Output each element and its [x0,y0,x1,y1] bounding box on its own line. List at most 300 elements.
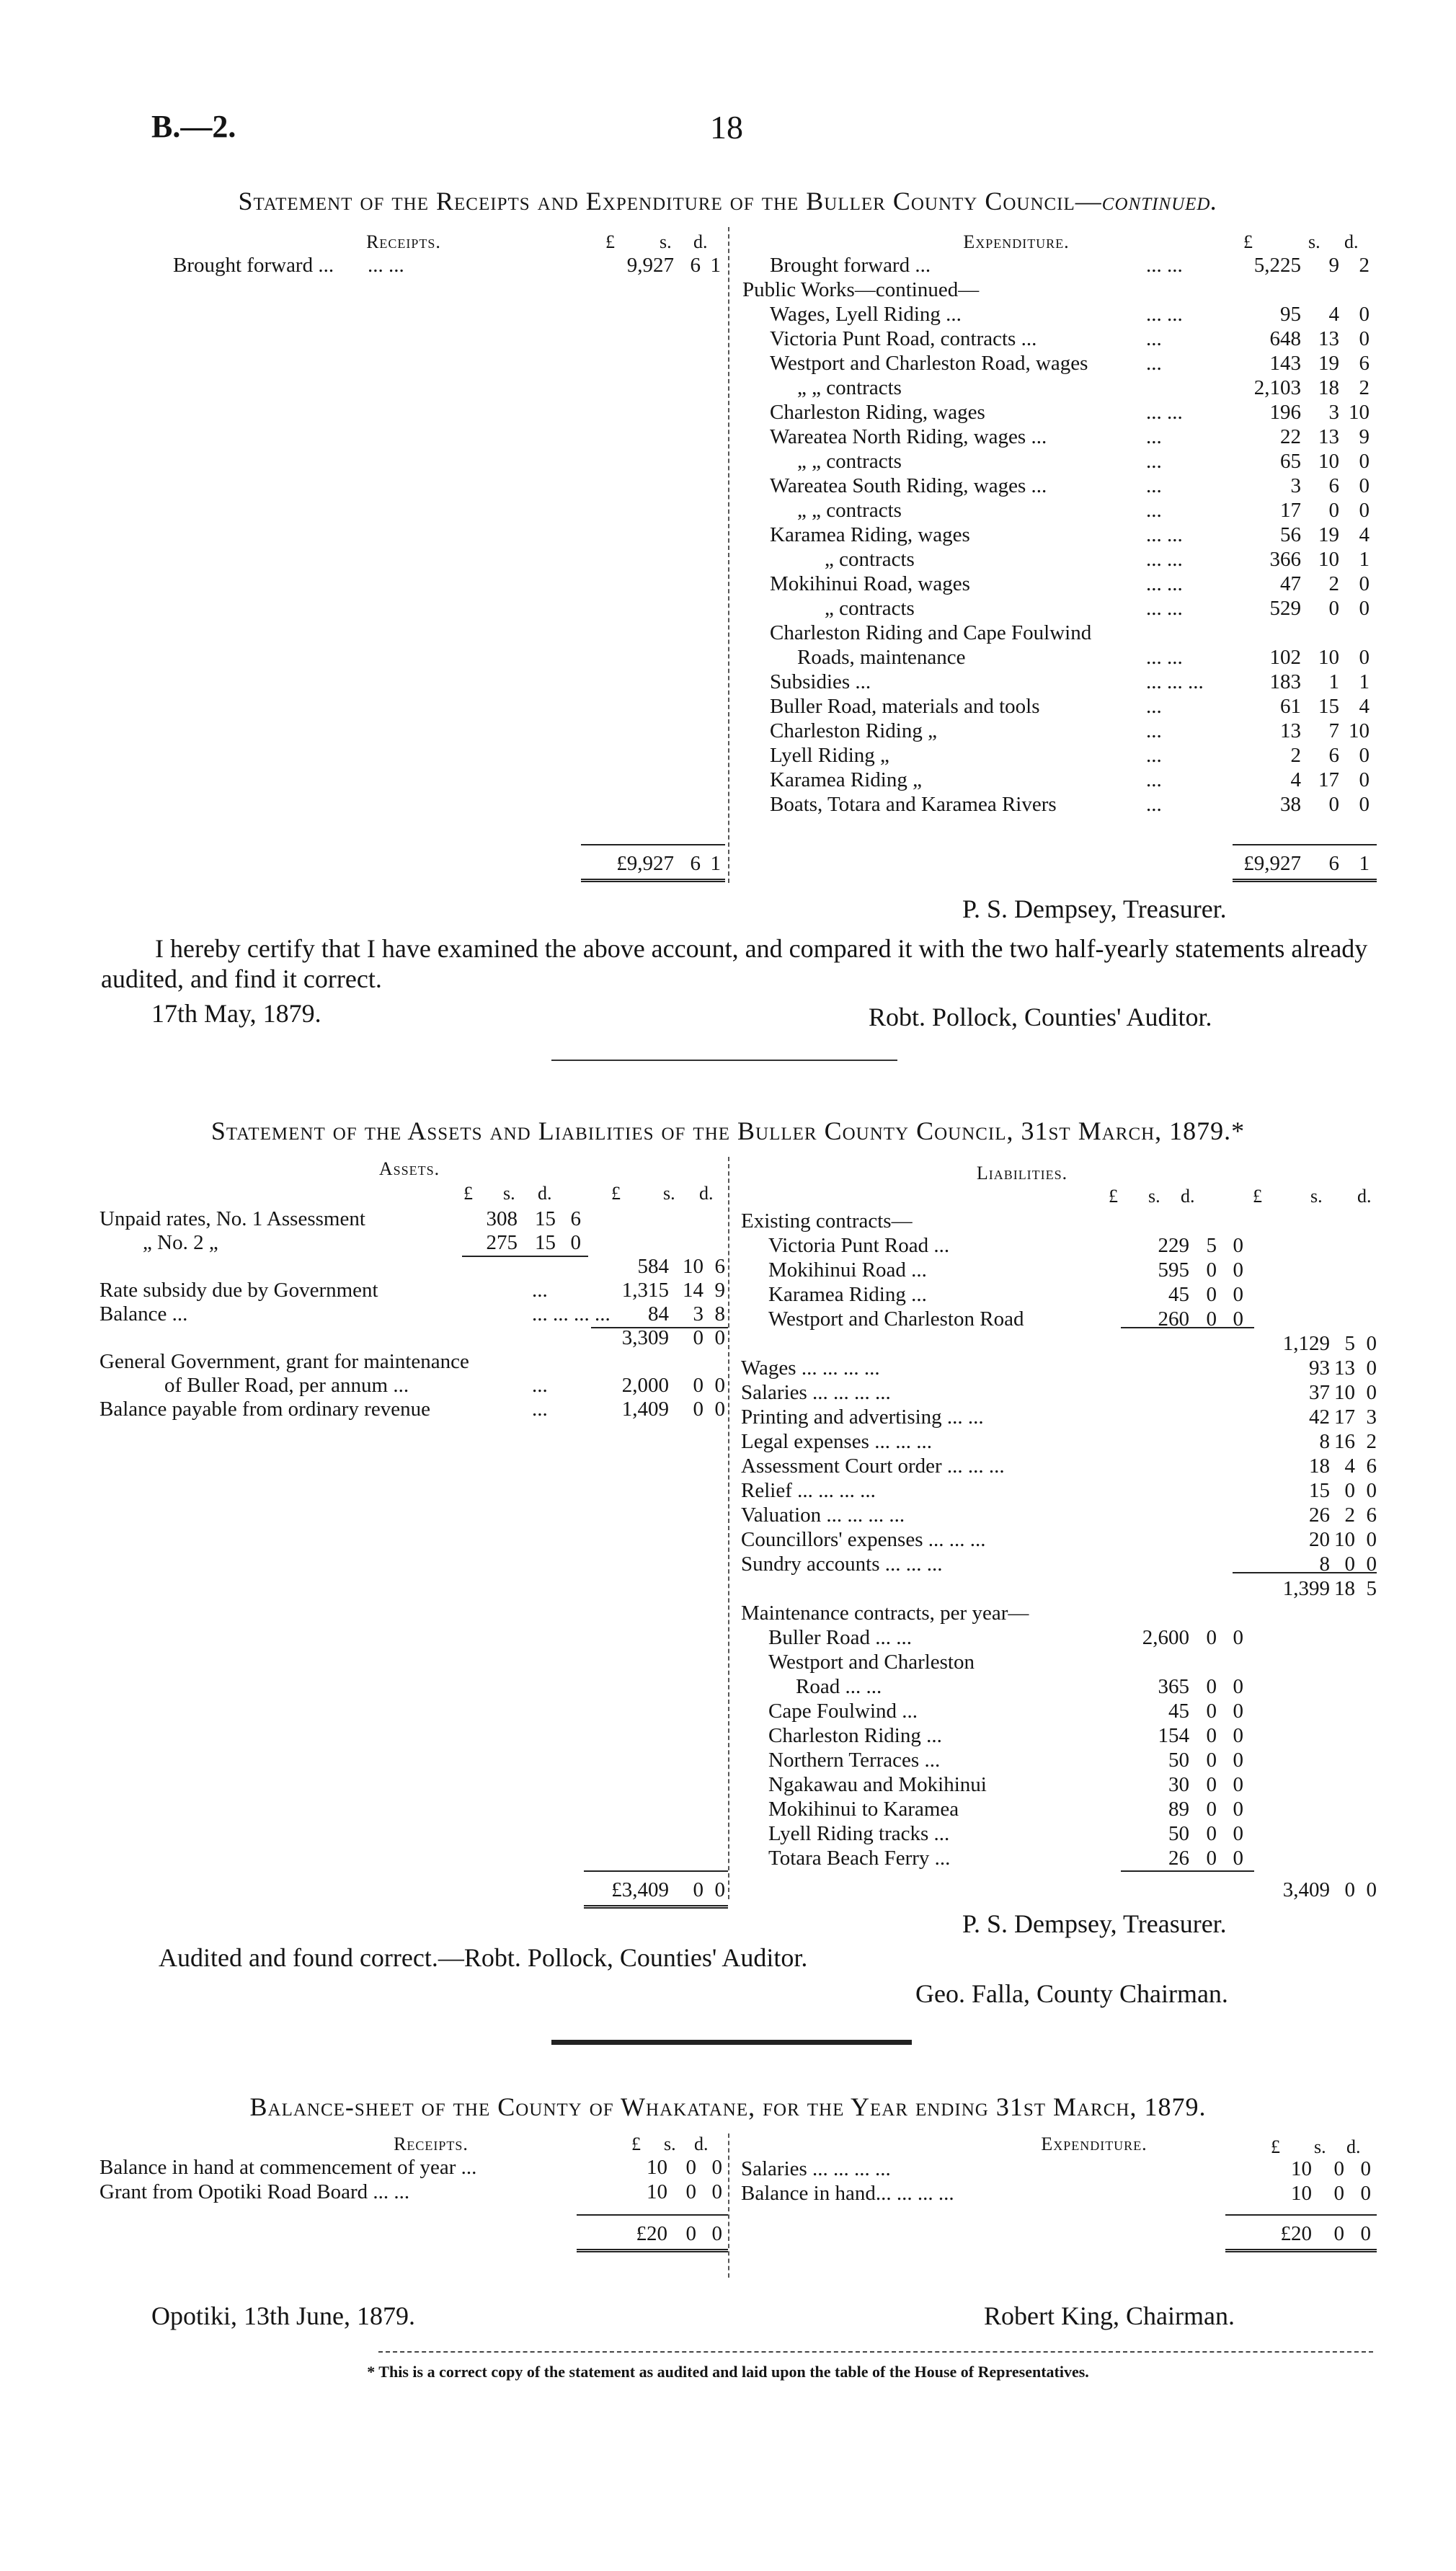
leader-dots: ... [1146,793,1162,816]
pounds-value: 17 [1280,499,1301,522]
shilling-header: s. [1310,1186,1323,1207]
shillings-value: 1 [1328,670,1339,693]
pounds-value: 61 [1280,695,1301,718]
receipts-heading: Receipts. [366,231,441,252]
row-label: Salaries ... ... ... ... [741,2157,891,2180]
row-label: Karamea Riding, wages [770,523,970,546]
row-label: Charleston Riding ... [768,1724,942,1747]
shillings-value: 13 [1334,1356,1355,1380]
pence-value: 6 [1366,1504,1377,1527]
total-pounds: £20 [636,2222,667,2245]
pounds-value: 4 [1290,768,1301,791]
pence-value: 0 [1366,1332,1377,1355]
row-label: „ No. 2 „ [143,1231,218,1254]
shillings-value: 0 [685,2156,696,2179]
row-label: Buller Road ... ... [768,1626,912,1649]
shillings-value: 17 [1318,768,1339,791]
total-pounds: 3,409 [1282,1878,1330,1901]
inner-pounds: 2,600 [1142,1626,1189,1649]
pounds-value: 5,225 [1253,254,1301,277]
row-label: Cape Foulwind ... [768,1700,918,1723]
ledger-row [742,302,1377,327]
page-number: 18 [710,109,743,146]
pounds-value: 42 [1309,1406,1330,1429]
total-rule [581,844,725,845]
row-label: Victoria Punt Road, contracts ... [770,327,1037,350]
pence-value: 0 [1366,1381,1377,1404]
assets-column [99,1207,725,1921]
pence-value: 0 [1366,1553,1377,1576]
pound-header: £ [611,1183,621,1204]
inner-pence: 0 [1233,1626,1243,1649]
ledger-row [741,1258,1377,1282]
shillings-value: 13 [1318,425,1339,448]
total-pounds: £20 [1280,2222,1312,2245]
pounds-value: 1,129 [1282,1332,1330,1355]
pounds-value: 102 [1269,646,1301,669]
inner-pounds: 365 [1158,1675,1189,1698]
pounds-value: 2,103 [1253,376,1301,399]
pound-header: £ [1271,2136,1280,2157]
pence-header: d. [1344,231,1359,252]
pounds-value: 3 [1290,474,1301,497]
row-label: Printing and advertising ... ... [741,1406,984,1429]
expenditure-column [741,2157,1377,2286]
ledger-row [741,1650,1377,1674]
inner-shillings: 0 [1206,1258,1217,1282]
row-label: Wages ... ... ... ... [741,1356,880,1380]
ledger-row [742,253,1377,277]
subtotal-rule [591,1327,728,1328]
shillings-value: 10 [1318,646,1339,669]
county-chairman-signature: Geo. Falla, County Chairman. [915,1979,1228,2008]
row-label: Lyell Riding tracks ... [768,1822,950,1845]
pounds-value: 15 [1309,1479,1330,1502]
inner-shillings: 0 [1206,1700,1217,1723]
pence-value: 0 [1359,303,1370,326]
row-label: Balance in hand... ... ... ... [741,2182,954,2205]
row-label: Mokihinui to Karamea [768,1798,959,1821]
inner-pounds: 260 [1158,1307,1189,1331]
leader-dots: ... [1146,719,1162,742]
inner-pounds: 89 [1168,1798,1189,1821]
pounds-value: 56 [1280,523,1301,546]
pence-header: d. [693,231,708,252]
shilling-header: s. [663,1183,675,1204]
inner-pounds: 45 [1168,1283,1189,1306]
shillings-value: 13 [1318,327,1339,350]
row-label: Wareatea North Riding, wages ... [770,425,1047,448]
ledger-row [741,1356,1377,1380]
ledger-row [741,1601,1377,1625]
shillings-value: 18 [1318,376,1339,399]
row-label: Mokihinui Road ... [768,1258,927,1282]
ledger-row [99,1255,725,1279]
expenditure-heading: Expenditure. [1041,2133,1148,2154]
shillings-value: 0 [1333,2157,1344,2180]
subtotal-rule [1121,1870,1254,1872]
pence-value: 0 [1359,327,1370,350]
ledger-row [742,449,1377,474]
whakatane-balance-sheet-title: Balance-sheet of the County of Whakatane, for the Year ending 31st March, 1879. [249,2092,1207,2121]
ledger-row [741,1625,1377,1650]
assets-heading: Assets. [378,1158,440,1179]
pence-value: 0 [711,2156,722,2179]
pence-value: 0 [711,2180,722,2203]
row-label: Relief ... ... ... ... [741,1479,876,1502]
inner-pence: 0 [1233,1283,1243,1306]
row-label: „ „ contracts [797,499,902,522]
ledger-row [742,523,1377,547]
row-label: Brought forward ... [770,254,931,277]
inner-pounds: 595 [1158,1258,1189,1282]
expenditure-column [742,253,1377,902]
pence-value: 0 [1366,1479,1377,1502]
leader-dots: ... [532,1279,548,1302]
place-date: Opotiki, 13th June, 1879. [151,2301,415,2330]
ledger-row [742,694,1377,719]
inner-shillings: 0 [1206,1307,1217,1331]
ledger-row [742,425,1377,449]
row-label: Lyell Riding „ [770,744,889,767]
receipts-heading: Receipts. [394,2133,469,2154]
pounds-value: 26 [1309,1504,1330,1527]
row-label: Balance ... [99,1302,188,1326]
leader-dots: ... [1146,499,1162,522]
ledger-row [741,1209,1377,1233]
pence-value: 0 [1366,1356,1377,1380]
pounds-value: 93 [1309,1356,1330,1380]
total-pounds: £9,927 [616,852,674,875]
row-label: „ contracts [825,548,915,571]
row-label: General Government, grant for maintenance [99,1350,469,1373]
shillings-value: 0 [1328,597,1339,620]
leader-dots: ... ... [1146,254,1183,277]
pounds-value: 143 [1269,352,1301,375]
row-label: Ngakawau and Mokihinui [768,1773,987,1796]
shillings-value: 6 [690,254,701,277]
total-double-rule [581,879,725,882]
row-label: Valuation ... ... ... ... [741,1504,905,1527]
pence-value: 4 [1359,523,1370,546]
ledger-row [99,1398,725,1421]
row-label: Rate subsidy due by Government [99,1279,378,1302]
inner-pounds: 26 [1168,1847,1189,1870]
inner-pounds: 45 [1168,1700,1189,1723]
leader-dots: ... [1146,474,1162,497]
pence-value: 2 [1359,254,1370,277]
row-label: Buller Road, materials and tools [770,695,1040,718]
row-label: Roads, maintenance [797,646,966,669]
whakatane-ledger [99,2133,1377,2278]
page-header [0,108,1456,151]
leader-dots: ... ... [368,254,404,277]
row-label: Assessment Court order ... ... ... [741,1455,1005,1478]
pounds-value: 9,927 [626,254,674,277]
row-label: Totara Beach Ferry ... [768,1847,951,1870]
ledger-row [741,2157,1377,2181]
pounds-value: 18 [1309,1455,1330,1478]
inner-pence: 0 [1233,1847,1243,1870]
pound-header: £ [605,231,615,252]
shillings-value: 10 [1318,450,1339,473]
shillings-value: 0 [693,1326,703,1349]
total-pence: 0 [1360,2222,1371,2245]
ledger-row [742,645,1377,670]
pounds-value: 47 [1280,572,1301,595]
total-rule [1225,2214,1377,2216]
ledger-row [741,1233,1377,1258]
ledger-row [741,1282,1377,1307]
total-row [741,2221,1377,2246]
inner-pounds: 50 [1168,1749,1189,1772]
pence-header: d. [538,1183,552,1204]
row-label: Grant from Opotiki Road Board ... ... [99,2180,410,2203]
section-divider-thick [551,2040,912,2045]
leader-dots: ... ... [1146,401,1183,424]
ledger-row [99,1279,725,1302]
leader-dots: ... [532,1398,548,1421]
leader-dots: ... [1146,425,1162,448]
ledger-row [99,1231,725,1255]
total-row [741,1878,1377,1902]
inner-shillings: 0 [1206,1675,1217,1698]
shillings-value: 0 [693,1398,703,1421]
pounds-value: 196 [1269,401,1301,424]
row-label: Maintenance contracts, per year— [741,1602,1029,1625]
pounds-value: 10 [1291,2182,1312,2205]
inner-pence: 0 [1233,1234,1243,1257]
shillings-value: 19 [1318,523,1339,546]
ledger-row [741,1527,1377,1552]
ledger-row [99,1374,725,1398]
ledger-row [742,768,1377,792]
inner-pence: 6 [570,1207,581,1230]
shilling-header: s. [660,231,672,252]
shillings-value: 0 [1328,793,1339,816]
row-label: Sundry accounts ... ... ... [741,1553,943,1576]
shillings-value: 18 [1334,1577,1355,1600]
inner-pounds: 275 [486,1231,518,1254]
total-pounds: £9,927 [1243,852,1301,875]
inner-pounds: 154 [1158,1724,1189,1747]
shillings-value: 19 [1318,352,1339,375]
leader-dots: ... ... ... ... [532,1302,611,1326]
certificate-date: 17th May, 1879. [151,999,321,1028]
pounds-value: 95 [1280,303,1301,326]
shillings-value: 3 [1328,401,1339,424]
leader-dots: ... [1146,327,1162,350]
pound-header: £ [631,2133,641,2154]
pence-value: 0 [1360,2182,1371,2205]
ledger-row [99,2155,725,2180]
inner-pence: 0 [1233,1307,1243,1331]
ledger-row [742,621,1377,645]
total-double-rule [584,1905,728,1909]
shillings-value: 0 [1344,1479,1355,1502]
pounds-value: 37 [1309,1381,1330,1404]
pence-value: 0 [1359,474,1370,497]
inner-pence: 0 [1233,1798,1243,1821]
inner-pence: 0 [1233,1773,1243,1796]
total-pounds: £3,409 [611,1878,669,1901]
pence-header: d. [699,1183,714,1204]
pounds-value: 1,315 [621,1279,669,1302]
ledger-row [742,351,1377,376]
pence-value: 2 [1366,1430,1377,1453]
inner-pence: 0 [1233,1749,1243,1772]
ledger-row [742,376,1377,400]
shillings-value: 0 [693,1374,703,1397]
ledger-row [742,719,1377,743]
pence-value: 1 [1359,670,1370,693]
row-label: Karamea Riding ... [768,1283,927,1306]
ledger-row [742,327,1377,351]
treasurer-signature-2: P. S. Dempsey, Treasurer. [962,1909,1227,1938]
row-label: „ contracts [825,597,915,620]
inner-shillings: 0 [1206,1283,1217,1306]
auditor-signature: Robt. Pollock, Counties' Auditor. [869,1003,1212,1031]
ledger-row [742,547,1377,572]
shillings-value: 10 [683,1255,703,1278]
shillings-value: 2 [1328,572,1339,595]
total-rule [1233,844,1377,845]
shillings-value: 10 [1334,1381,1355,1404]
pence-value: 0 [1359,793,1370,816]
column-divider [728,1157,729,1899]
total-rule [577,2214,728,2216]
pounds-value: 65 [1280,450,1301,473]
footnote-rule [378,2351,1373,2353]
column-divider [728,2133,729,2278]
subtotal-rule [1233,1572,1377,1573]
total-double-rule [577,2249,728,2252]
ledger-row [742,743,1377,768]
pounds-value: 1,409 [621,1398,669,1421]
ledger-row [741,1429,1377,1454]
row-label: „ „ contracts [797,376,902,399]
pence-value: 2 [1359,376,1370,399]
ledger-row [99,1350,725,1374]
ledger-row [741,1797,1377,1821]
ledger-row [99,2180,725,2204]
pounds-value: 2,000 [621,1374,669,1397]
ledger-row [99,1207,725,1231]
row-label: Salaries ... ... ... ... [741,1381,891,1404]
leader-dots: ... [1146,695,1162,718]
shillings-value: 6 [1328,744,1339,767]
shilling-header: s. [664,2133,676,2154]
liabilities-column [741,1209,1377,1922]
row-label: Victoria Punt Road ... [768,1234,950,1257]
pounds-value: 183 [1269,670,1301,693]
shilling-header: s. [1148,1186,1160,1207]
total-pence: 0 [711,2222,722,2245]
row-label: Wareatea South Riding, wages ... [770,474,1047,497]
pence-header: d. [1357,1186,1372,1207]
pound-header: £ [1109,1186,1118,1207]
assets-liabilities-ledger [99,1157,1377,1899]
ledger-row [741,1331,1377,1356]
pounds-value: 529 [1269,597,1301,620]
pounds-value: 366 [1269,548,1301,571]
ledger-row [741,1576,1377,1601]
row-label: Westport and Charleston Road, wages [770,352,1088,375]
row-label: Existing contracts— [741,1209,913,1233]
row-label: Wages, Lyell Riding ... [770,303,962,326]
ledger-row [99,1326,725,1350]
total-shillings: 0 [685,2222,696,2245]
total-shillings: 0 [1344,1878,1355,1901]
inner-shillings: 0 [1206,1749,1217,1772]
pounds-value: 8 [1319,1553,1330,1576]
ledger-row [742,277,1377,302]
total-shillings: 6 [1328,852,1339,875]
shillings-value: 7 [1328,719,1339,742]
shillings-value: 0 [1328,499,1339,522]
pounds-value: 2 [1290,744,1301,767]
pence-value: 0 [1366,1528,1377,1551]
pence-value: 10 [1349,719,1370,742]
footnote: * This is a correct copy of the statement as audited and laid upon the table of the House of Representatives. [367,2363,1089,2381]
row-label: Legal expenses ... ... ... [741,1430,932,1453]
audit-certificate: I hereby certify that I have examined the above account, and compared it with the two half-yearly statements already audited, and find it correct. [101,934,1368,993]
leader-dots: ... [1146,450,1162,473]
page-reference: B.—2. [151,109,236,144]
inner-pence: 0 [1233,1258,1243,1282]
leader-dots: ... ... [1146,303,1183,326]
pence-value: 4 [1359,695,1370,718]
shillings-value: 6 [1328,474,1339,497]
pound-header: £ [1243,231,1253,252]
ledger-row [99,1302,725,1326]
ledger-row [742,400,1377,425]
shillings-value: 0 [1333,2182,1344,2205]
total-double-rule [1225,2249,1377,2252]
ledger-row [741,1821,1377,1846]
inner-pence: 0 [1233,1724,1243,1747]
ledger-row [742,474,1377,498]
pence-value: 0 [714,1374,725,1397]
row-label: Subsidies ... [770,670,871,693]
ledger-row [742,596,1377,621]
ledger-row [741,1723,1377,1748]
pence-value: 6 [714,1255,725,1278]
pence-header: d. [694,2133,709,2154]
row-label: of Buller Road, per annum ... [164,1374,409,1397]
leader-dots: ... [1146,768,1162,791]
section-divider [551,1060,897,1061]
total-row [99,1878,725,1902]
shillings-value: 2 [1344,1504,1355,1527]
shillings-value: 5 [1344,1332,1355,1355]
shillings-value: 0 [685,2180,696,2203]
shilling-header: s. [1314,2136,1326,2157]
row-label: Charleston Riding and Cape Foulwind [770,621,1092,644]
ledger-row [741,1380,1377,1405]
shillings-value: 15 [1318,695,1339,718]
pence-value: 0 [1360,2157,1371,2180]
shillings-value: 3 [693,1302,703,1326]
pounds-value: 13 [1280,719,1301,742]
shillings-value: 0 [1344,1553,1355,1576]
total-row [173,851,721,876]
leader-dots: ... ... [1146,572,1183,595]
row-label: Road ... ... [796,1675,882,1698]
ledger-row [741,1699,1377,1723]
pounds-value: 1,399 [1282,1577,1330,1600]
inner-shillings: 0 [1206,1822,1217,1845]
